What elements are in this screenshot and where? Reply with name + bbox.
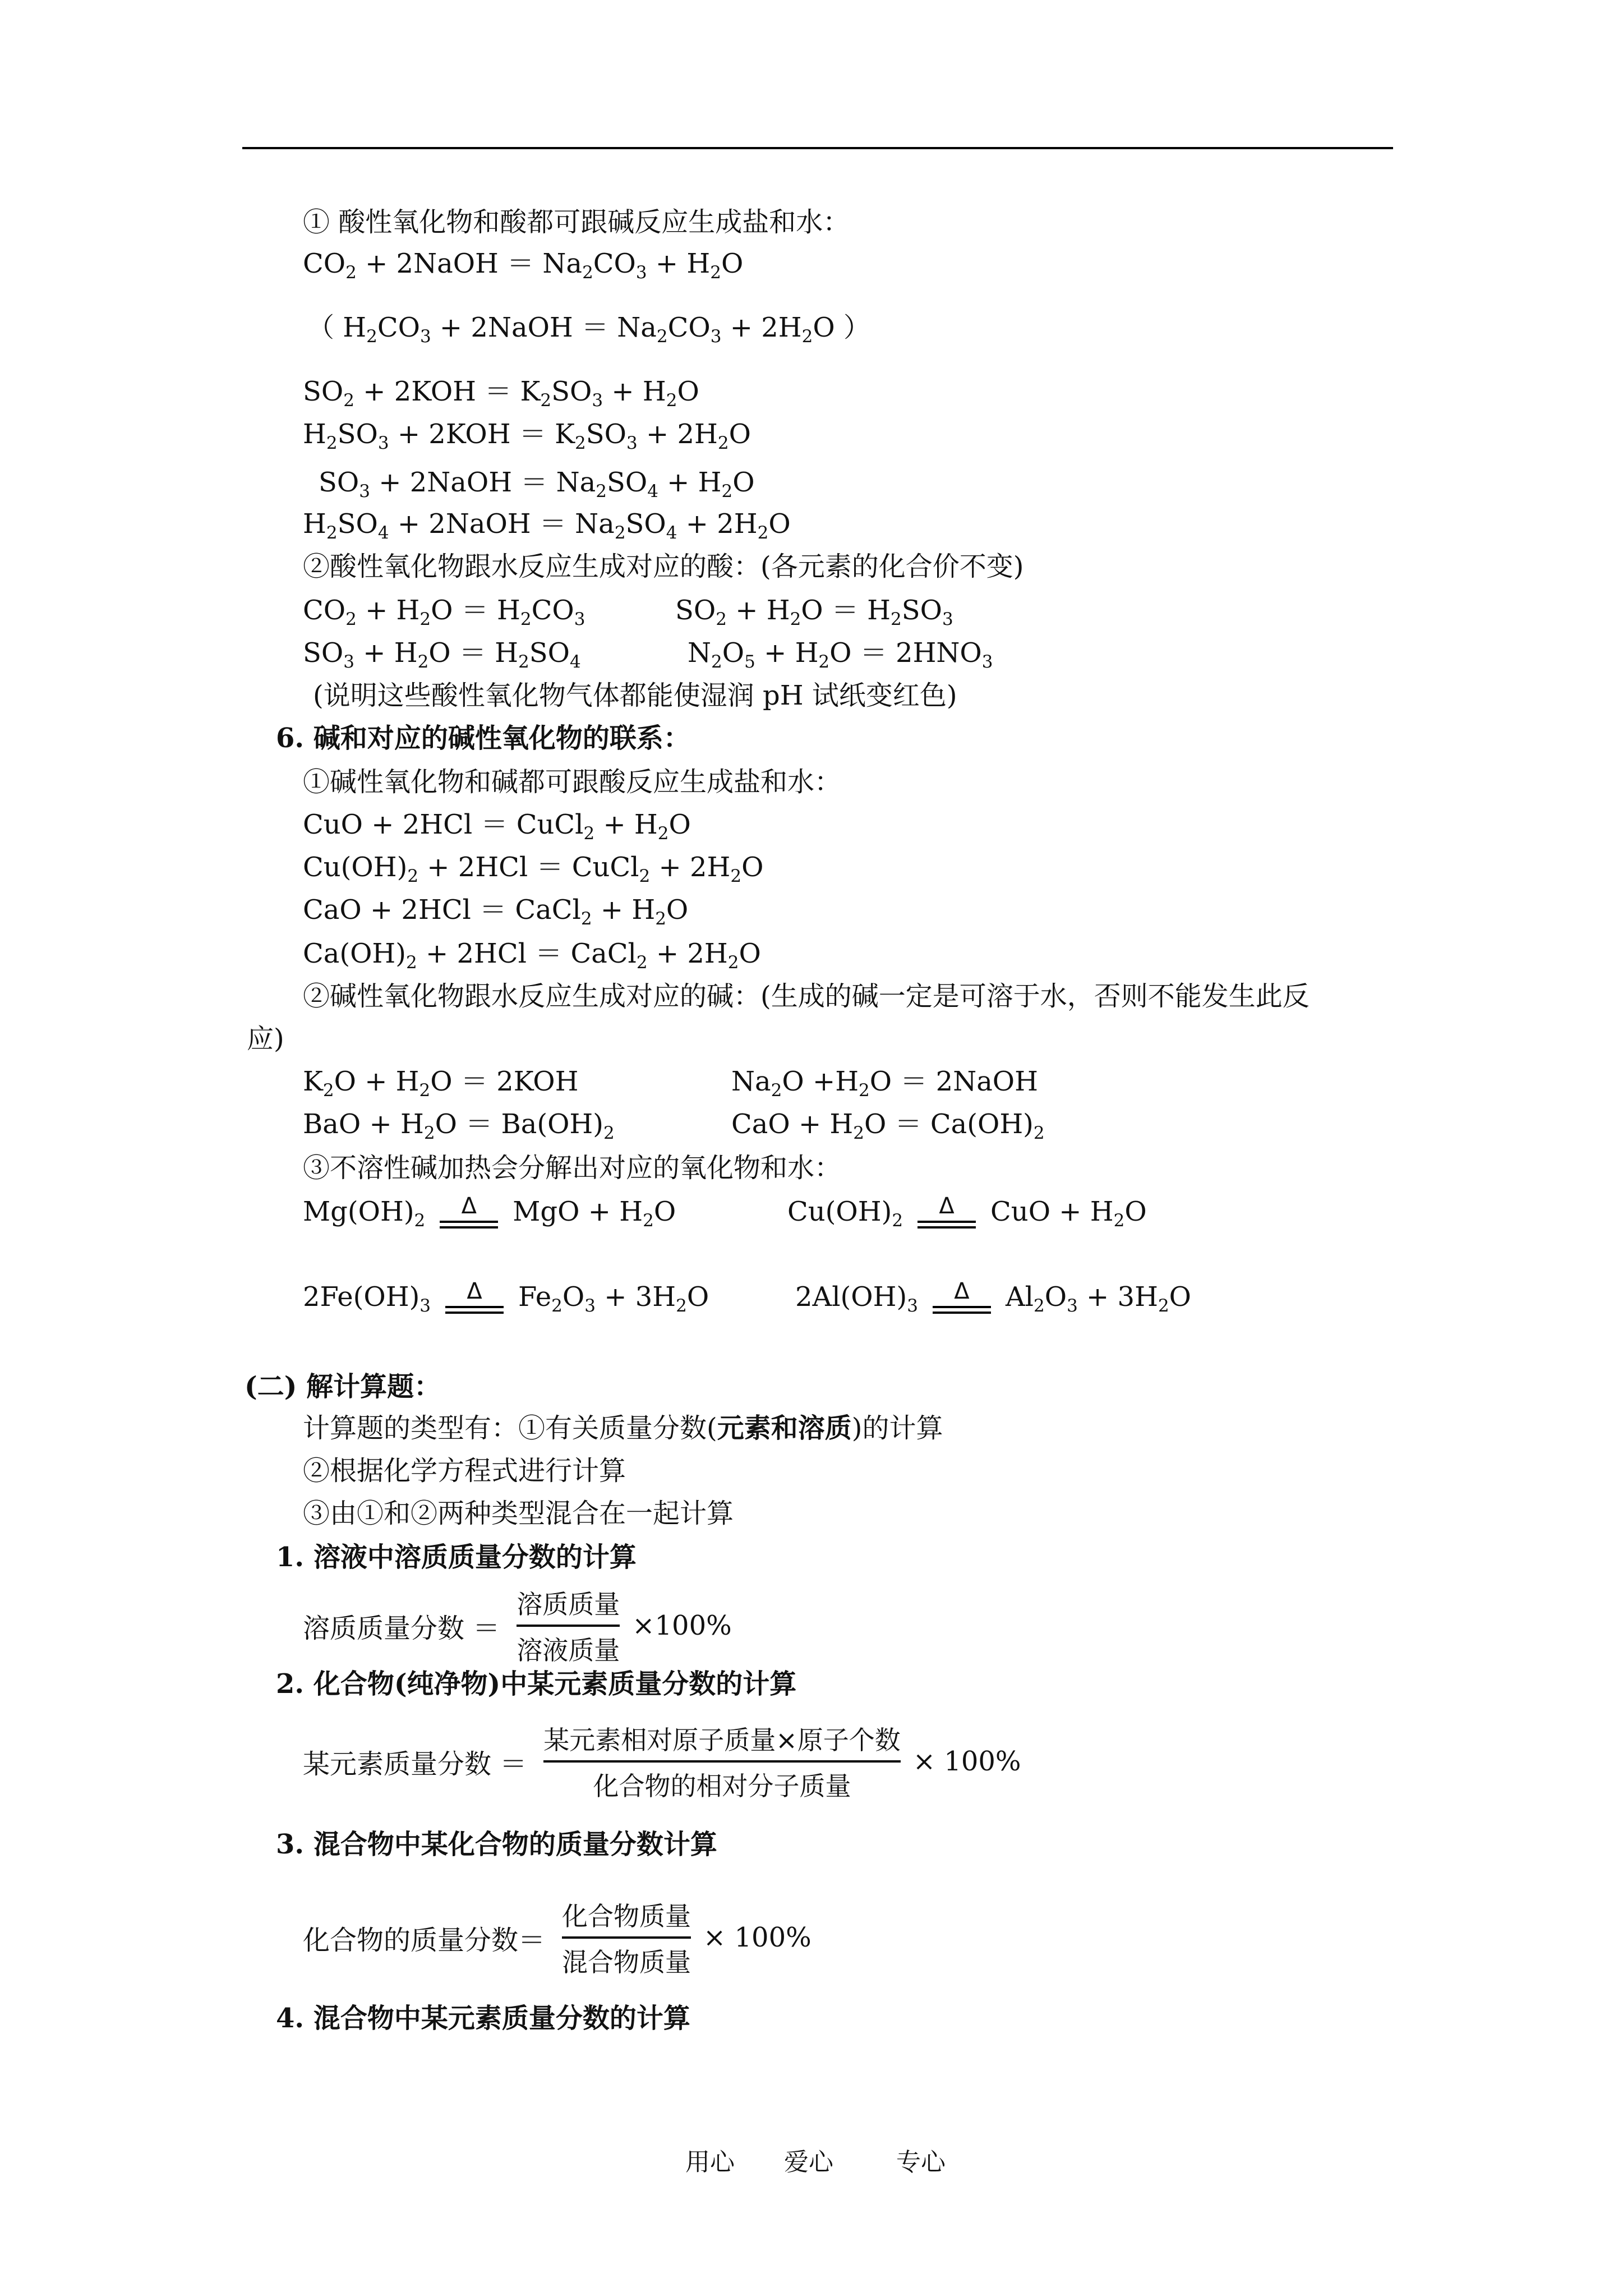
- subscript: 2: [757, 523, 769, 543]
- text-run: O ）: [813, 312, 870, 343]
- text-run: O + H: [334, 1066, 419, 1097]
- subscript: 2: [859, 1080, 870, 1101]
- text-run: CuO + 2HCl ＝ CuCl: [303, 809, 584, 840]
- text-run: + 2NaOH ＝ Na: [389, 508, 615, 540]
- text-run: O: [728, 418, 751, 450]
- text-run: + 2NaOH ＝ Na: [356, 248, 583, 279]
- text-run: + H: [647, 248, 711, 279]
- text-run: O ＝ 2NaOH: [869, 1066, 1039, 1097]
- formula-compound-fraction: [303, 1896, 811, 1979]
- equation-line: [303, 418, 751, 453]
- text-run: O: [666, 894, 689, 926]
- formula-suffix: ×100%: [632, 1610, 732, 1641]
- equation-line: [303, 1066, 579, 1101]
- subscript: 2: [639, 866, 651, 886]
- product: [513, 1196, 676, 1231]
- subscript: 3: [359, 481, 370, 501]
- equation-line: [731, 1066, 1039, 1101]
- text-run: (二) 解计算题：: [245, 1371, 441, 1402]
- heat-condition-sign: [933, 1280, 991, 1314]
- product: [990, 1196, 1147, 1231]
- subscript: 2: [322, 1080, 334, 1101]
- text-run: CO: [303, 595, 346, 626]
- text-run: O: [562, 1281, 585, 1313]
- text-run: SO: [337, 418, 378, 450]
- text-run: + 3H: [595, 1281, 676, 1313]
- text-run: + H: [755, 637, 819, 669]
- equation-line: [303, 637, 581, 672]
- subscript: 2: [818, 652, 830, 672]
- subscript: 2: [419, 1080, 431, 1101]
- text-run: + H: [603, 376, 666, 407]
- equation-line: [303, 376, 699, 411]
- numerator: 溶质质量: [517, 1589, 620, 1619]
- text-run: CO: [667, 312, 711, 343]
- subscript: 2: [711, 652, 722, 672]
- text-run: 4. 混合物中某元素质量分数的计算: [276, 2003, 690, 2034]
- text-run: O ＝ H: [428, 637, 519, 669]
- text-run: (说明这些酸性氧化物气体都能使湿润 pH 试纸变红色): [313, 680, 957, 711]
- subscript: 2: [326, 433, 338, 453]
- equation-line: [303, 852, 764, 886]
- formula-suffix: × 100%: [703, 1922, 811, 1953]
- section-heading: [245, 1373, 441, 1400]
- subscript: 2: [343, 390, 354, 411]
- heat-condition-sign: [917, 1195, 976, 1228]
- text-run: 2Fe(OH): [303, 1281, 420, 1313]
- formula-label: 溶质质量分数 ＝: [303, 1612, 500, 1644]
- subsection-heading: [276, 2005, 690, 2032]
- text-run: O ＝ 2KOH: [430, 1066, 579, 1097]
- text-run: CuO + H: [990, 1196, 1114, 1227]
- text-run: Al: [1005, 1281, 1034, 1313]
- text-run: 应): [247, 1023, 284, 1055]
- equation-line: [303, 248, 744, 283]
- product: [518, 1281, 709, 1316]
- section-heading: [276, 725, 690, 752]
- delta-icon: Δ: [467, 1278, 482, 1304]
- text-line: [303, 1455, 626, 1487]
- subscript: 2: [1113, 1211, 1125, 1231]
- subscript: 3: [592, 390, 603, 411]
- subscript: 2: [326, 523, 338, 543]
- subscript: 2: [892, 1211, 903, 1231]
- product: [1005, 1281, 1192, 1316]
- text-run: O: [653, 1196, 676, 1227]
- subscript: 2: [575, 433, 586, 453]
- subscript: 5: [744, 652, 755, 672]
- text-run: CO: [531, 595, 574, 626]
- subscript: 2: [423, 1123, 435, 1143]
- text-run: SO: [625, 508, 666, 540]
- subscript: 2: [406, 953, 417, 973]
- text-line: [313, 682, 957, 709]
- formula-solute-fraction: [303, 1584, 732, 1667]
- subscript: 2: [603, 1123, 615, 1143]
- text-run: BaO + H: [303, 1108, 424, 1140]
- footer-motto-1: 用心: [685, 2148, 735, 2177]
- fraction: [543, 1720, 901, 1803]
- text-run: CO: [303, 248, 346, 279]
- text-run: SO: [303, 637, 344, 669]
- subscript: 2: [636, 953, 648, 973]
- reactant: [303, 1281, 431, 1316]
- text-run: + H: [356, 595, 420, 626]
- equation-line: [319, 467, 755, 501]
- reactant: [303, 1196, 426, 1231]
- equation-line: [303, 508, 791, 543]
- text-run: （ H: [307, 312, 367, 343]
- text-run: K: [303, 1066, 323, 1097]
- subscript: 2: [666, 390, 677, 411]
- formula-label: 化合物的质量分数＝: [303, 1924, 546, 1956]
- text-run: SO: [585, 418, 626, 450]
- text-run: + 2H: [650, 852, 731, 883]
- subscript: 3: [584, 1296, 596, 1316]
- text-run: Cu(OH): [787, 1196, 892, 1227]
- text-run: ②碱性氧化物跟水反应生成对应的碱：(生成的碱一定是可溶于水，否则不能发生此反: [303, 981, 1310, 1012]
- subscript: 2: [657, 823, 669, 844]
- heat-condition-sign: [445, 1280, 504, 1314]
- heat-reaction: [303, 1280, 709, 1314]
- text-run: CO: [593, 248, 636, 279]
- equation-line: [307, 312, 870, 347]
- subscript: 2: [1158, 1296, 1169, 1316]
- subscript: 2: [414, 1211, 426, 1231]
- subscript: 4: [377, 523, 389, 543]
- subscript: 4: [570, 652, 581, 672]
- text-run: O ＝ H: [801, 595, 891, 626]
- equation-line: [675, 595, 953, 629]
- subscript: 3: [942, 609, 953, 629]
- text-run: O: [732, 467, 755, 498]
- subscript: 2: [643, 1211, 654, 1231]
- numerator: 某元素相对原子质量×原子个数: [543, 1725, 901, 1755]
- text-run: Mg(OH): [303, 1196, 414, 1227]
- text-run: ①碱性氧化物和碱都可跟酸反应生成盐和水：: [303, 766, 842, 798]
- subscript: 2: [676, 1296, 687, 1316]
- text-run: Ca(OH): [303, 938, 407, 969]
- text-run: + H: [592, 894, 656, 926]
- text-run: SO: [675, 595, 716, 626]
- subscript: 2: [596, 481, 607, 501]
- text-run: MgO + H: [513, 1196, 643, 1227]
- subsection-heading: [276, 1544, 637, 1571]
- subscript: 2: [614, 523, 626, 543]
- text-run: Na: [731, 1066, 771, 1097]
- subscript: 2: [583, 823, 595, 844]
- subscript: 3: [419, 326, 431, 347]
- subscript: 3: [635, 263, 647, 283]
- text-run: + 2H: [721, 312, 802, 343]
- text-run: + 2KOH ＝ K: [354, 376, 541, 407]
- subscript: 2: [891, 609, 902, 629]
- text-run: O: [768, 508, 791, 540]
- text-run: O: [739, 938, 761, 969]
- text-run: CaO + H: [731, 1108, 854, 1140]
- subscript: 3: [419, 1296, 431, 1316]
- equation-line: [731, 1108, 1045, 1143]
- text-run: Fe: [518, 1281, 552, 1313]
- text-run: + H: [354, 637, 418, 669]
- text-run: O: [1169, 1281, 1192, 1313]
- subscript: 2: [419, 609, 431, 629]
- subscript: 4: [647, 481, 658, 501]
- subscript: 2: [1033, 1296, 1045, 1316]
- text-run: H: [303, 418, 326, 450]
- text-run: O ＝ Ba(OH): [435, 1108, 604, 1140]
- text-run: 6. 碱和对应的碱性氧化物的联系：: [276, 723, 690, 754]
- subscript: 3: [377, 433, 389, 453]
- subscript: 2: [853, 1123, 865, 1143]
- text-run: CaO + 2HCl ＝ CaCl: [303, 894, 581, 926]
- equation-line: [303, 938, 761, 973]
- text-line: [303, 553, 1023, 580]
- subscript: 2: [801, 326, 813, 347]
- fraction: [562, 1896, 691, 1979]
- text-run: O: [686, 1281, 709, 1313]
- denominator: 溶液质量: [517, 1635, 620, 1665]
- numerator: 化合物质量: [562, 1901, 691, 1931]
- subscript: 3: [1067, 1296, 1078, 1316]
- text-run: O: [741, 852, 764, 883]
- subscript: 2: [551, 1296, 562, 1316]
- text-line: [303, 1500, 734, 1527]
- subscript: 2: [518, 652, 529, 672]
- text-line: [303, 766, 842, 798]
- subscript: 2: [790, 609, 801, 629]
- text-run: CO: [377, 312, 420, 343]
- subscript: 2: [730, 866, 742, 886]
- footer-motto-2: 爱心: [784, 2148, 833, 2177]
- heat-reaction: [787, 1193, 1147, 1231]
- fraction: [517, 1584, 620, 1667]
- text-run: 1. 溶液中溶质质量分数的计算: [276, 1542, 637, 1573]
- equation-line: [688, 637, 993, 672]
- subscript: 3: [343, 652, 354, 672]
- text-run: ③不溶性碱加热会分解出对应的氧化物和水：: [303, 1152, 842, 1184]
- subscript: 2: [366, 326, 377, 347]
- subscript: 2: [721, 481, 733, 501]
- text-run: + 2H: [647, 938, 728, 969]
- text-run: O ＝ Ca(OH): [864, 1108, 1034, 1140]
- subscript: 2: [407, 866, 419, 886]
- text-run: ②根据化学方程式进行计算: [303, 1455, 626, 1487]
- text-line: [303, 1152, 842, 1184]
- text-run: O: [1124, 1196, 1147, 1227]
- text-run: + 2HCl ＝ CaCl: [417, 938, 637, 969]
- fraction-bar: [562, 1936, 691, 1939]
- subsection-heading: [276, 1668, 797, 1700]
- equals-double-line: [440, 1221, 498, 1228]
- text-run: O: [668, 809, 691, 840]
- subscript: 2: [540, 390, 552, 411]
- text-run: 2. 化合物(纯净物)中某元素质量分数的计算: [276, 1668, 797, 1700]
- subsection-heading: [276, 1831, 717, 1858]
- denominator: 化合物的相对分子质量: [593, 1771, 851, 1801]
- delta-icon: Δ: [954, 1278, 970, 1304]
- subscript: 3: [907, 1296, 918, 1316]
- text-run: ③由①和②两种类型混合在一起计算: [303, 1498, 734, 1529]
- text-run: )的计算: [851, 1412, 943, 1444]
- text-line: [303, 1412, 943, 1444]
- reactant: [795, 1281, 918, 1316]
- text-run: O: [722, 637, 745, 669]
- subscript: 4: [666, 523, 677, 543]
- text-run: ②酸性氧化物跟水反应生成对应的酸：(各元素的化合价不变): [303, 551, 1024, 582]
- subscript: 2: [345, 609, 357, 629]
- text-run: SO: [901, 595, 942, 626]
- equals-double-line: [933, 1306, 991, 1314]
- text-run: + 3H: [1077, 1281, 1158, 1313]
- text-run: N: [688, 637, 711, 669]
- subscript: 3: [626, 433, 638, 453]
- denominator: 混合物质量: [562, 1947, 691, 1977]
- fraction-bar: [543, 1760, 901, 1763]
- subscript: 2: [655, 909, 666, 929]
- text-run: O: [721, 248, 744, 279]
- text-run: Cu(OH): [303, 852, 408, 883]
- text-run: + H: [658, 467, 722, 498]
- footer-motto-3: 专心: [896, 2148, 946, 2177]
- text-line: [303, 983, 1310, 1010]
- text-run: SO: [303, 376, 344, 407]
- subscript: 2: [710, 263, 721, 283]
- formula-suffix: × 100%: [912, 1746, 1021, 1777]
- text-run: 3. 混合物中某化合物的质量分数计算: [276, 1829, 717, 1860]
- subscript: 2: [1033, 1123, 1045, 1143]
- subscript: 2: [656, 326, 668, 347]
- subscript: 2: [716, 609, 727, 629]
- text-run: 2Al(OH): [795, 1281, 907, 1313]
- text-run: H: [303, 508, 326, 540]
- text-run: O ＝ H: [431, 595, 520, 626]
- text-line: [303, 206, 850, 238]
- subscript: 2: [345, 263, 357, 283]
- header-rule: [242, 147, 1393, 149]
- equation-line: [303, 894, 689, 929]
- text-run: + 2H: [637, 418, 718, 450]
- text-run: SO: [551, 376, 592, 407]
- text-run: 元素和溶质: [717, 1412, 852, 1444]
- text-run: O +H: [782, 1066, 859, 1097]
- text-run: + 2HCl ＝ CuCl: [418, 852, 639, 883]
- subscript: 2: [771, 1080, 782, 1101]
- subscript: 3: [981, 652, 993, 672]
- equation-line: [303, 809, 691, 844]
- delta-icon: Δ: [939, 1193, 955, 1219]
- heat-reaction: [303, 1193, 676, 1231]
- equals-double-line: [917, 1221, 976, 1228]
- fraction-bar: [517, 1625, 620, 1627]
- formula-element-fraction: [303, 1720, 1021, 1803]
- text-run: O ＝ 2HNO: [829, 637, 982, 669]
- text-run: SO: [337, 508, 378, 540]
- text-run: + 2NaOH ＝ Na: [370, 467, 596, 498]
- formula-label: 某元素质量分数 ＝: [303, 1748, 527, 1780]
- text-line: [247, 1023, 284, 1055]
- text-run: ① 酸性氧化物和酸都可跟碱反应生成盐和水：: [303, 206, 850, 238]
- equation-line: [303, 595, 585, 629]
- text-run: SO: [606, 467, 648, 498]
- subscript: 2: [417, 652, 429, 672]
- text-run: O: [1044, 1281, 1067, 1313]
- subscript: 2: [580, 909, 592, 929]
- text-run: + H: [594, 809, 658, 840]
- text-run: + 2KOH ＝ K: [389, 418, 575, 450]
- subscript: 3: [710, 326, 722, 347]
- reactant: [787, 1196, 903, 1231]
- text-run: 计算题的类型有：①有关质量分数(: [303, 1412, 717, 1444]
- text-run: SO: [529, 637, 570, 669]
- heat-reaction: [795, 1280, 1191, 1314]
- subscript: 3: [574, 609, 585, 629]
- subscript: 2: [717, 433, 729, 453]
- subscript: 2: [520, 609, 532, 629]
- text-run: O: [677, 376, 699, 407]
- text-run: SO: [319, 467, 359, 498]
- subscript: 2: [582, 263, 593, 283]
- heat-condition-sign: [440, 1195, 498, 1228]
- subscript: 2: [727, 953, 739, 973]
- equation-line: [303, 1108, 615, 1143]
- equals-double-line: [445, 1306, 504, 1314]
- text-run: + 2NaOH ＝ Na: [431, 312, 657, 343]
- text-run: + H: [726, 595, 790, 626]
- text-run: + 2H: [677, 508, 758, 540]
- delta-icon: Δ: [461, 1193, 477, 1219]
